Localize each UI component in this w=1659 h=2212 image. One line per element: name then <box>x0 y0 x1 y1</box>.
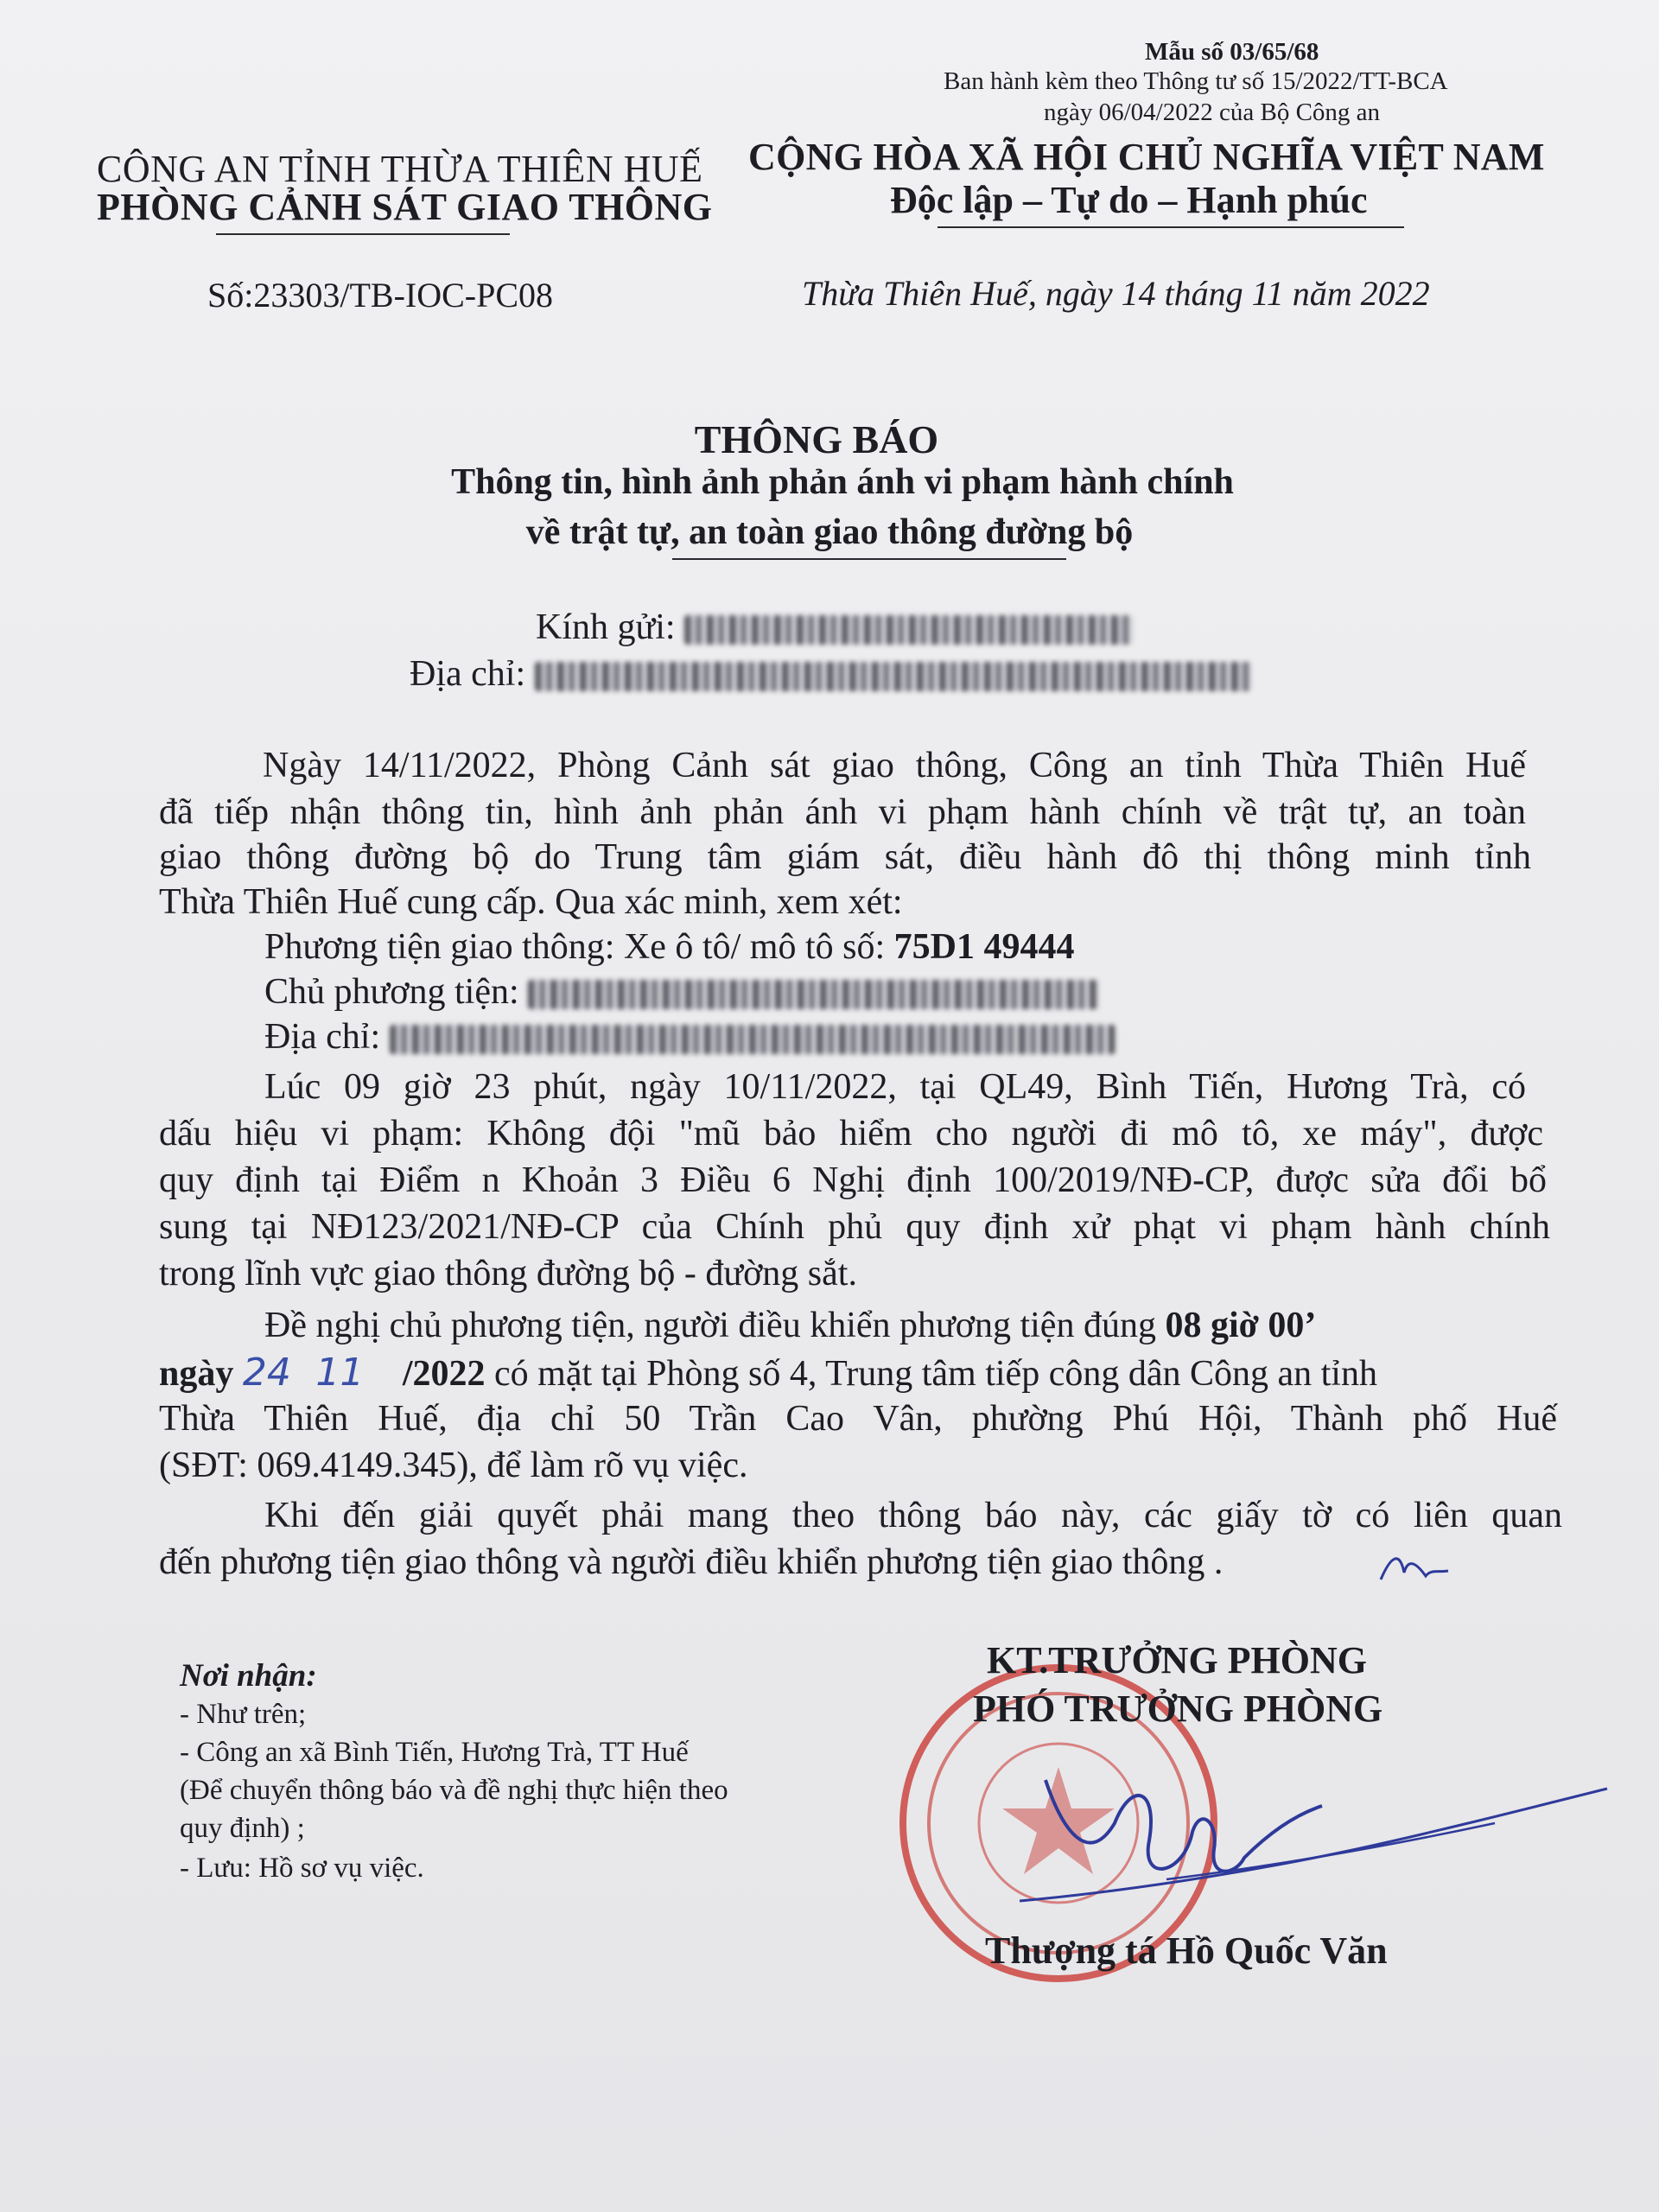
redacted-address <box>535 662 1252 691</box>
form-issued-date: ngày 06/04/2022 của Bộ Công an <box>1044 99 1381 126</box>
owner-label: Chủ phương tiện: <box>264 972 519 1012</box>
doc-number: Số:23303/TB-IOC-PC08 <box>207 276 554 315</box>
nation-name: CỘNG HÒA XÃ HỘI CHỦ NGHĨA VIỆT NAM <box>748 136 1545 178</box>
p2-line5: trong lĩnh vực giao thông đường bộ - đường sắt. <box>159 1254 857 1294</box>
redacted-name <box>684 615 1134 645</box>
recipient-item: - Như trên; <box>180 1699 307 1730</box>
initial-mark-icon <box>1374 1547 1452 1590</box>
addressee-to-label: Kính gửi: <box>536 607 676 647</box>
p4-line1: Khi đến giải quyết phải mang theo thông báo này, các giấy tờ có liên quan <box>264 1496 1562 1535</box>
p2-line1: Lúc 09 giờ 23 phút, ngày 10/11/2022, tại QL49, Bình Tiến, Hương Trà, có <box>264 1067 1526 1107</box>
p3-line2-text: có mặt tại Phòng số 4, Trung tâm tiếp công dân Công an tỉnh <box>494 1354 1377 1394</box>
addressee-address <box>410 652 1252 697</box>
nation-motto: Độc lập – Tự do – Hạnh phúc <box>890 179 1368 221</box>
p3-line3: Thừa Thiên Huế, địa chỉ 50 Trần Cao Vân, phường Phú Hội, Thành phố Huế <box>159 1399 1557 1439</box>
recipient-item: quy định) ; <box>180 1813 305 1844</box>
addressee-address-label: Địa chỉ: <box>410 654 526 694</box>
form-issued-with: Ban hành kèm theo Thông tư số 15/2022/TT-BCA <box>944 67 1448 95</box>
notice-title: THÔNG BÁO <box>694 417 939 461</box>
p3-line2 <box>159 1350 1377 1397</box>
p3-line1 <box>264 1303 1316 1349</box>
place-date: Thừa Thiên Huế, ngày 14 tháng 11 năm 2022 <box>802 274 1430 313</box>
motto-underline <box>938 226 1404 228</box>
p2-line2: dấu hiệu vi phạm: Không đội "mũ bảo hiểm cho người đi mô tô, xe máy", được <box>159 1114 1543 1154</box>
agency-department: PHÒNG CẢNH SÁT GIAO THÔNG <box>97 186 713 228</box>
p1-line2: đã tiếp nhận thông tin, hình ảnh phản ánh vi phạm hành chính về trật tự, an toàn <box>159 792 1526 832</box>
handwritten-signature-icon <box>1011 1728 1616 1936</box>
p3-year: /2022 <box>402 1354 486 1394</box>
redacted-owner-address <box>390 1025 1116 1054</box>
p3-line4: (SĐT: 069.4149.345), để làm rõ vụ việc. <box>159 1446 748 1485</box>
signature-title-2: PHÓ TRƯỞNG PHÒNG <box>973 1688 1383 1730</box>
vehicle-label: Phương tiện giao thông: Xe ô tô/ mô tô số: <box>264 927 886 967</box>
vehicle-plate: 75D1 49444 <box>893 927 1075 967</box>
p3-line1-text: Đề nghị chủ phương tiện, người điều khiển phương tiện đúng <box>264 1306 1156 1345</box>
vehicle-line <box>264 925 1074 970</box>
p2-line3: quy định tại Điểm n Khoản 3 Điều 6 Nghị định 100/2019/NĐ-CP, được sửa đổi bổ <box>159 1160 1547 1200</box>
signer-name: Thượng tá Hồ Quốc Văn <box>985 1929 1388 1972</box>
form-number: Mẫu số 03/65/68 <box>1145 38 1319 66</box>
handwritten-day: 24 <box>242 1351 291 1395</box>
owner-line <box>264 969 1098 1015</box>
p2-line4: sung tại NĐ123/2021/NĐ-CP của Chính phủ quy định xử phạt vi phạm hành chính <box>159 1207 1550 1247</box>
agency-parent: CÔNG AN TỈNH THỪA THIÊN HUẾ <box>97 148 703 190</box>
p3-time: 08 giờ 00’ <box>1165 1306 1317 1345</box>
recipient-item: - Công an xã Bình Tiến, Hương Trà, TT Huế <box>180 1737 689 1768</box>
owner-address-line <box>264 1014 1116 1060</box>
p1-line4: Thừa Thiên Huế cung cấp. Qua xác minh, xem xét: <box>159 882 903 922</box>
signature-title-1: KT.TRƯỞNG PHÒNG <box>987 1639 1367 1681</box>
recipient-item: (Để chuyển thông báo và đề nghị thực hiện theo <box>180 1775 728 1806</box>
title-underline <box>672 558 1066 560</box>
p1-line1: Ngày 14/11/2022, Phòng Cảnh sát giao thông, Công an tỉnh Thừa Thiên Huế <box>263 746 1526 785</box>
notice-subtitle-line2: về trật tự, an toàn giao thông đường bộ <box>525 512 1134 552</box>
p3-day-label: ngày <box>159 1354 234 1394</box>
handwritten-month: 11 <box>315 1351 365 1395</box>
redacted-owner <box>528 980 1098 1009</box>
recipients-heading: Nơi nhận: <box>180 1658 317 1694</box>
addressee-to <box>536 605 1134 651</box>
notice-subtitle-line1: Thông tin, hình ảnh phản ánh vi phạm hành chính <box>451 462 1234 502</box>
recipient-item: - Lưu: Hồ sơ vụ việc. <box>180 1853 424 1884</box>
p1-line3: giao thông đường bộ do Trung tâm giám sát, điều hành đô thị thông minh tỉnh <box>159 837 1531 877</box>
p4-line2: đến phương tiện giao thông và người điều khiển phương tiện giao thông . <box>159 1542 1224 1582</box>
owner-address-label: Địa chỉ: <box>264 1017 381 1057</box>
agency-underline <box>216 233 510 235</box>
